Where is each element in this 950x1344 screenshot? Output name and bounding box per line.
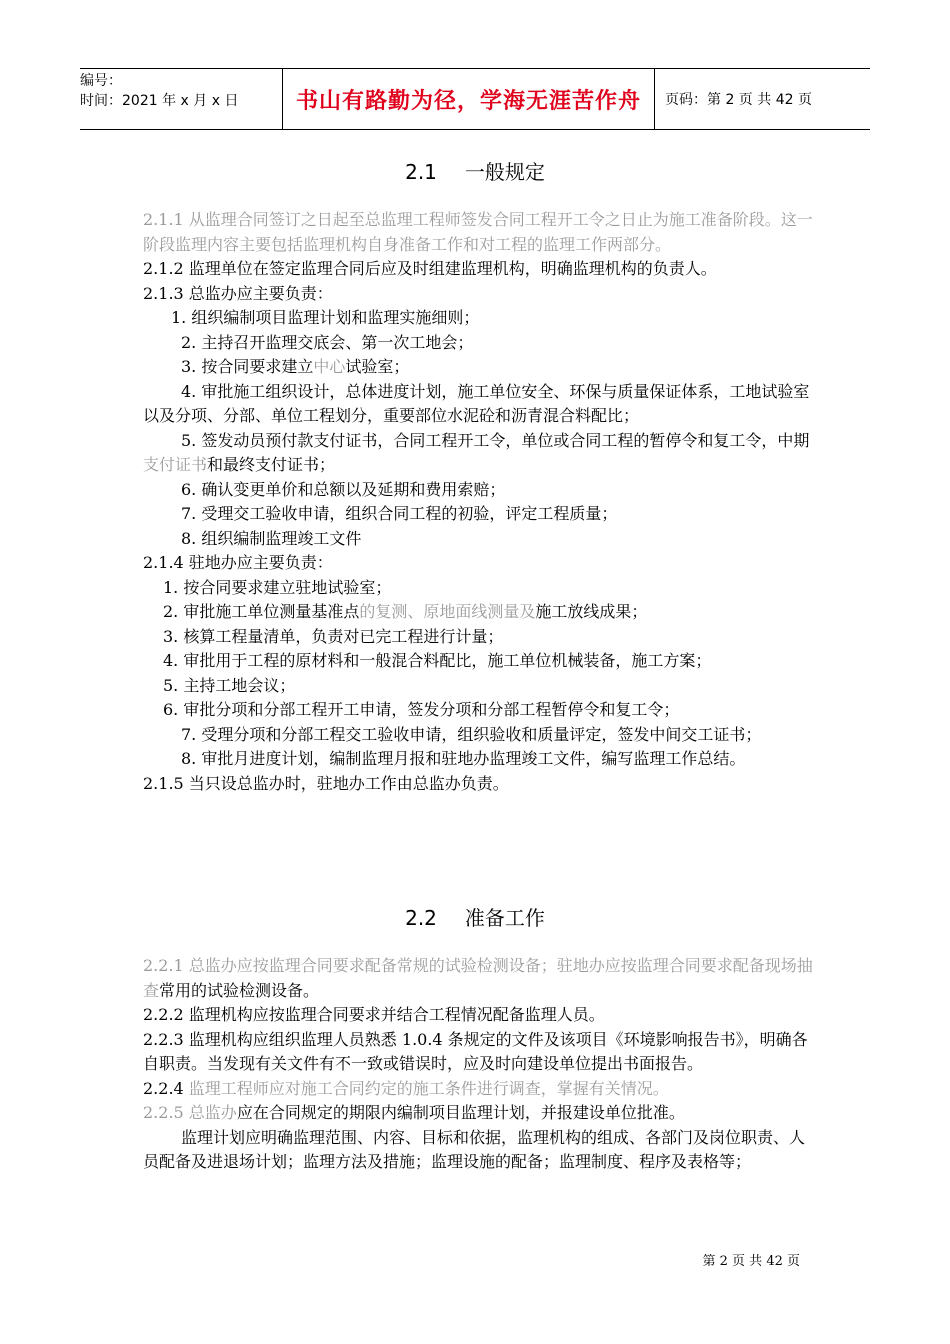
list-item: 4. 审批施工组织设计，总体进度计划，施工单位安全、环保与质量保证体系，工地试验室以及分项、分部、单位工程划分，重要部位水泥砼和沥青混合料配比；: [143, 381, 810, 425]
section-2-2-body: [143, 954, 813, 1175]
paragraph-2-1-3: 2.1.3 总监办应主要负责：: [143, 283, 333, 303]
text-run: 的复测、原地面线测量及: [359, 602, 536, 621]
list-item: [143, 429, 813, 478]
list-item: 4. 审批用于工程的原材料和一般混合料配比，施工单位机械装备，施工方案；: [163, 651, 712, 670]
list-item: 1. 按合同要求建立驻地试验室；: [163, 577, 392, 597]
list-item: 2. 主持召开监理交底会、第一次工地会；: [181, 332, 474, 352]
list-item: [143, 600, 813, 625]
text-run: 3. 按合同要求建立: [181, 357, 314, 376]
list-item: 6. 确认变更单价和总额以及延期和费用索赔；: [181, 479, 506, 499]
text-run: 应在合同规定的期限内编制项目监理计划，并报建设单位批准。: [236, 1103, 685, 1122]
paragraph-2-2-5: [143, 1101, 813, 1126]
paragraph-2-2-2: 2.2.2 监理机构应按监理合同要求并结合工程情况配备监理人员。: [143, 1005, 605, 1024]
list-item: [143, 355, 813, 380]
list-item: 1. 组织编制项目监理计划和监理实施细则；: [171, 308, 480, 327]
list-item: 7. 受理交工验收申请，组织合同工程的初验，评定工程质量；: [181, 504, 618, 523]
list-item: 5. 主持工地会议；: [163, 675, 296, 695]
text-run: 2.2.5 总监办: [143, 1103, 237, 1122]
text-run: 2. 审批施工单位测量基准点: [163, 602, 360, 621]
text-run: 2.2.1 总监办应按监理合同要求配备常规的试验检测设备；驻地办应按监理合同要求配备现场抽查: [143, 956, 813, 1000]
text-run: 2.2.4: [143, 1078, 189, 1098]
page-header: [80, 68, 870, 130]
list-item: 8. 组织编制监理竣工文件: [181, 528, 362, 548]
list-item: 7. 受理分项和分部工程交工验收申请，组织验收和质量评定，签发中间交工证书；: [181, 724, 762, 744]
list-item: 3. 核算工程量清单，负责对已完工程进行计量；: [163, 626, 504, 646]
section-heading: 准备工作: [464, 906, 545, 930]
section-number: 2.1: [405, 160, 437, 184]
paragraph-2-1-2: 2.1.2 监理单位在签定监理合同后应及时组建监理机构，明确监理机构的负责人。: [143, 259, 717, 278]
text-run: 中心: [313, 357, 346, 376]
section-title-2-1: [0, 156, 950, 185]
paragraph-2-1-1: 2.1.1 从监理合同签订之日起至总监理工程师签发合同工程开工令之日止为施工准备阶段。这一阶段监理内容主要包括监理机构自身准备工作和对工程的监理工作两部分。: [143, 210, 813, 254]
list-item: 8. 审批月进度计划，编制监理月报和驻地办监理竣工文件，编写监理工作总结。: [181, 749, 746, 768]
document-number-label: 编号：: [80, 73, 122, 89]
header-motto: 书山有路勤为径，学海无涯苦作舟: [283, 69, 655, 129]
paragraph-2-2-4: [143, 1077, 813, 1102]
header-meta: [80, 69, 283, 129]
section-heading: 一般规定: [464, 160, 545, 184]
text-run: 施工放线成果；: [535, 602, 648, 621]
text-run: 和最终支付证书；: [207, 455, 336, 474]
text-run: 支付证书: [143, 455, 208, 474]
document-date-label: 时间：2021 年 x 月 x 日: [80, 93, 239, 109]
page-footer: 第 2 页 共 42 页: [702, 1254, 800, 1269]
paragraph-2-1-5: 2.1.5 当只设总监办时，驻地办工作由总监办负责。: [143, 773, 509, 793]
text-run: 5. 签发动员预付款支付证书，合同工程开工令，单位或合同工程的暂停令和复工令，中期: [181, 430, 810, 450]
header-page-number: 页码：第 2 页 共 42 页: [665, 92, 812, 108]
text-run: 监理工程师应对施工合同约定的施工条件进行调查，掌握有关情况。: [188, 1078, 669, 1098]
text-run: 常用的试验检测设备。: [159, 980, 320, 1000]
section-2-1-body: [143, 208, 813, 796]
paragraph-2-1-4: 2.1.4 驻地办应主要负责：: [143, 553, 333, 572]
text-run: 试验室；: [345, 357, 410, 376]
section-number: 2.2: [405, 906, 437, 930]
paragraph-2-2-1: [143, 954, 813, 1003]
paragraph-2-2-3: 2.2.3 监理机构应组织监理人员熟悉 1.0.4 条规定的文件及该项目《环境影响报告书》，明确各自职责。当发现有关文件有不一致或错误时，应及时向建设单位提出书面报告。: [143, 1029, 808, 1073]
list-item: 6. 审批分项和分部工程开工申请，签发分项和分部工程暂停令和复工令；: [163, 700, 680, 719]
section-title-2-2: [0, 902, 950, 931]
paragraph-plan-content: 监理计划应明确监理范围、内容、目标和依据，监理机构的组成、各部门及岗位职责、人员配备及进退场计划；监理方法及措施；监理设施的配备；监理制度、程序及表格等；: [143, 1127, 806, 1171]
